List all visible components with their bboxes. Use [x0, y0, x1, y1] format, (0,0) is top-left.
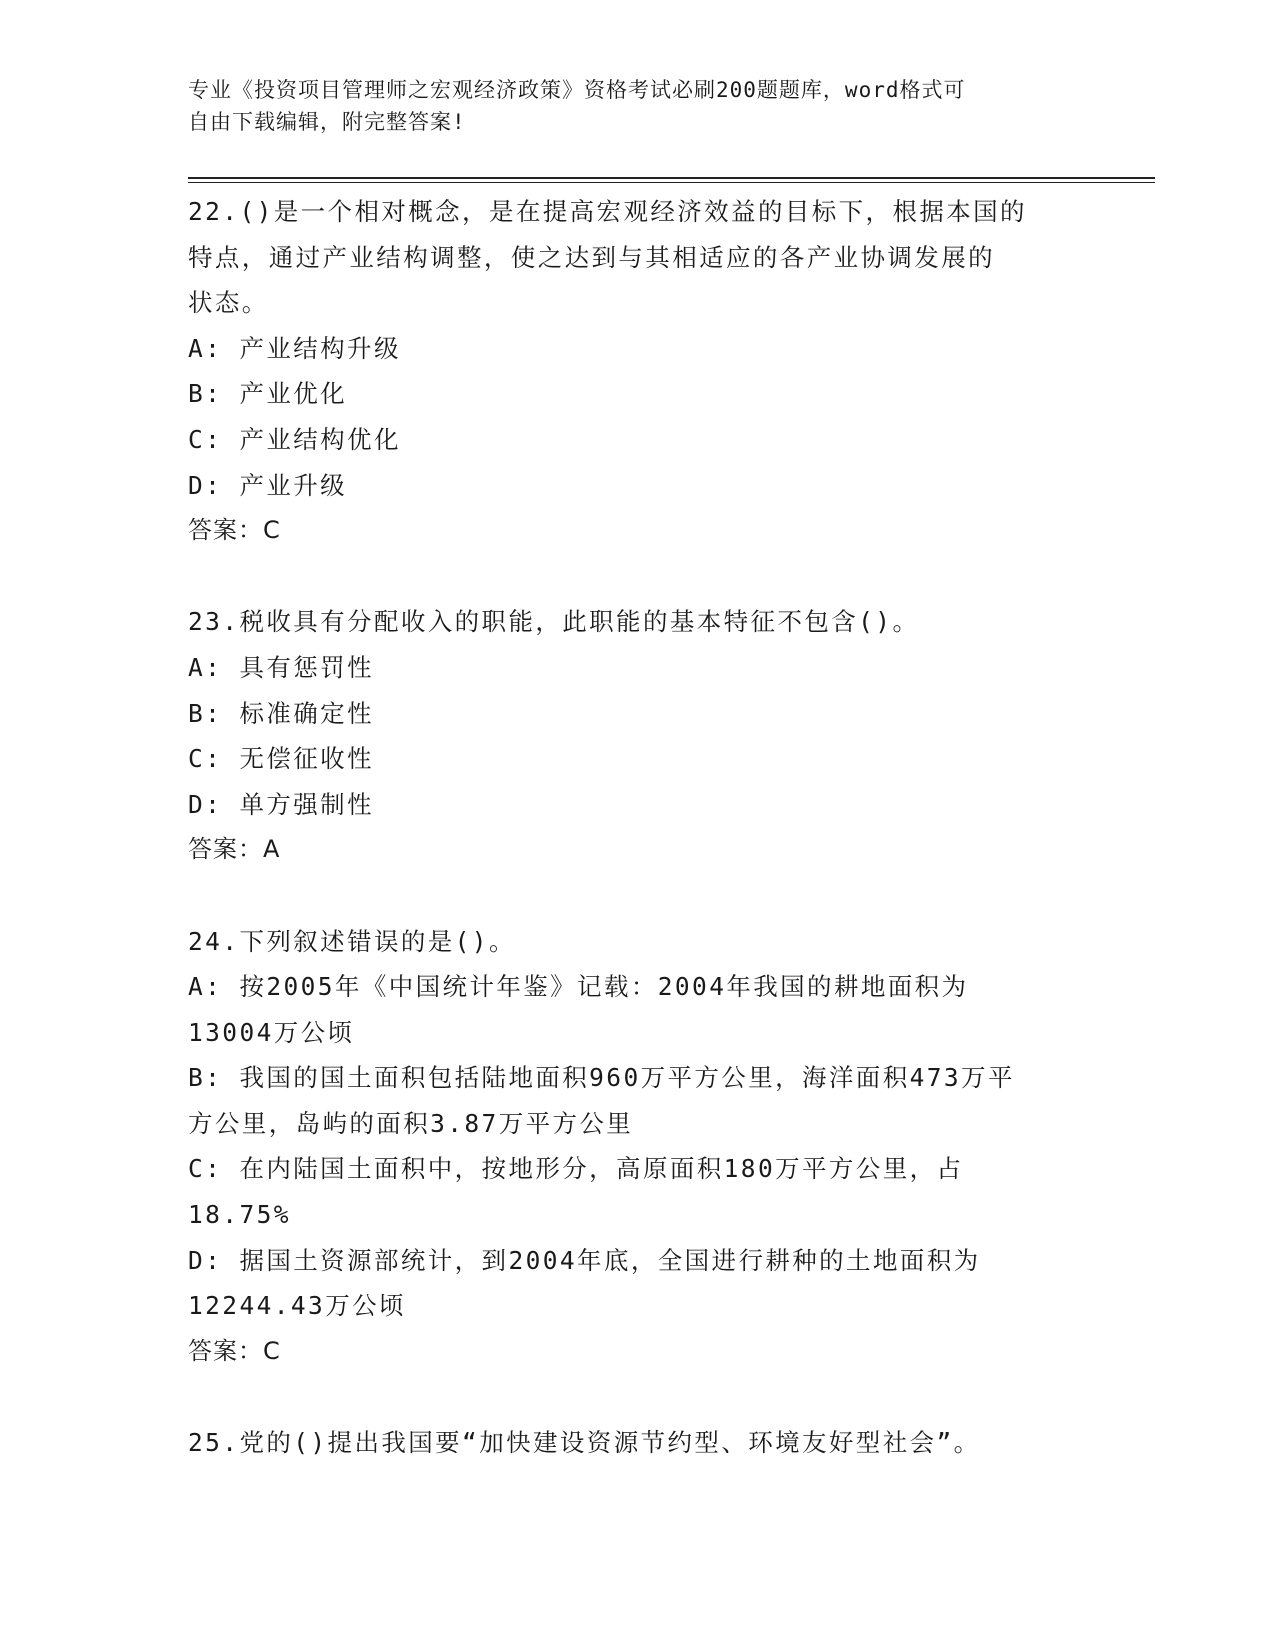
option-b: B: 产业优化 [188, 379, 348, 409]
option-a-line-2: 13004万公顷 [188, 1017, 355, 1047]
option-b: B: 标准确定性 [188, 698, 374, 728]
question-spacer [188, 873, 1088, 919]
option-c: C: 产业结构优化 [188, 424, 401, 454]
question-text-line: 特点，通过产业结构调整，使之达到与其相适应的各产业协调发展的 [188, 242, 995, 272]
question-text-line: 23.税收具有分配收入的职能，此职能的基本特征不包含()。 [188, 607, 920, 637]
option-c: C: 无偿征收性 [188, 744, 374, 774]
option-d-line-1: D: 据国土资源部统计，到2004年底，全国进行耕种的土地面积为 [188, 1245, 981, 1275]
question-spacer [188, 1374, 1088, 1420]
question-24 [188, 919, 1088, 1375]
question-22 [188, 189, 1088, 554]
question-23 [188, 599, 1088, 873]
header-line-2: 自由下载编辑，附完整答案! [188, 110, 466, 134]
question-text-line: 25.党的()提出我国要“加快建设资源节约型、环境友好型社会”。 [188, 1428, 981, 1458]
answer-line: 答案：C [188, 1336, 281, 1365]
header-rule-thick [188, 177, 1155, 179]
question-text-line: 状态。 [188, 288, 269, 318]
questions-content [188, 189, 1088, 1466]
header-line-1: 专业《投资项目管理师之宏观经济政策》资格考试必刷200题题库，word格式可 [188, 78, 966, 102]
option-b-line-2: 方公里，岛屿的面积3.87万平方公里 [188, 1108, 634, 1138]
answer-line: 答案：C [188, 516, 281, 545]
option-c-line-1: C: 在内陆国土面积中，按地形分，高原面积180万平方公里，占 [188, 1154, 964, 1184]
option-b-line-1: B: 我国的国土面积包括陆地面积960万平方公里，海洋面积473万平 [188, 1063, 1015, 1093]
question-text-line: 22.()是一个相对概念，是在提高宏观经济效益的目标下，根据本国的 [188, 197, 1027, 226]
question-text-line: 24.下列叙述错误的是()。 [188, 926, 516, 956]
header-rule-thin [188, 182, 1155, 183]
option-c-line-2: 18.75% [188, 1200, 291, 1230]
answer-line: 答案：A [188, 835, 281, 864]
option-a: A: 具有惩罚性 [188, 652, 374, 682]
option-d: D: 单方强制性 [188, 789, 374, 819]
option-d-line-2: 12244.43万公顷 [188, 1291, 406, 1321]
option-a-line-1: A: 按2005年《中国统计年鉴》记载：2004年我国的耕地面积为 [188, 972, 969, 1002]
question-25 [188, 1420, 1088, 1466]
question-spacer [188, 554, 1088, 600]
document-header [188, 74, 1068, 138]
option-d: D: 产业升级 [188, 470, 348, 500]
option-a: A: 产业结构升级 [188, 333, 401, 363]
